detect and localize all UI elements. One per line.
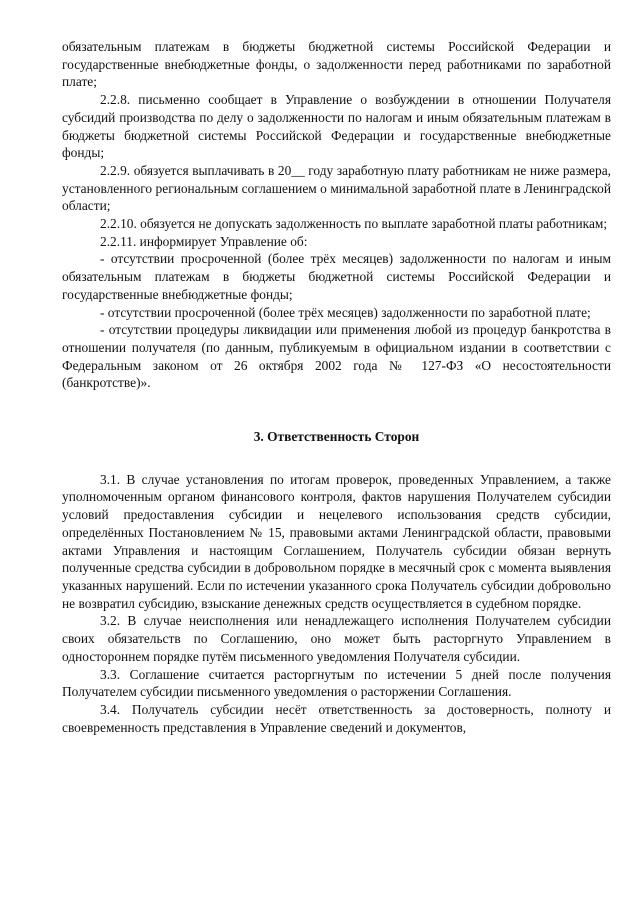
document-page [62,38,611,736]
paragraph-2-2-9: 2.2.9. обязуется выплачивать в 20__ году заработную плату работникам не ниже размера, установленного региональным соглашением о минимальной заработной плате в Ленинградской области; [62,162,611,214]
paragraph-3-1: 3.1. В случае установления по итогам проверок, проведенных Управлением, а также уполномоченным органом финансового контроля, фактов нарушения Получателем субсидии условий предоставления субсидии и нецелевого использования средств субсидии, определённых Постановлением № 15, правовыми актами Ленинградской области, правовыми актами Управления и настоящим Соглашением, Получатель субсидии обязан вернуть полученные средства субсидии в добровольном порядке в месячный срок с момента выявления указанных нарушений. Если по истечении указанного срока Получатель субсидии добровольно не возвратил субсидию, взыскание денежных средств осуществляется в судебном порядке. [62,471,611,611]
list-item-bankruptcy: - отсутствии процедуры ликвидации или применения любой из процедур банкротства в отношении получателя (по данным, публикуемым в официальном издании в соответствии с Федеральным законом от 26 октября 2002 года № 127-ФЗ «О несостоятельности (банкротстве)». [62,322,611,391]
list-item-salary-debt: - отсутствии просроченной (более трёх месяцев) задолженности по заработной плате; [100,304,591,320]
section-title: 3. Ответственность Сторон [253,429,420,445]
paragraph-2-2-8: 2.2.8. письменно сообщает в Управление о возбуждении в отношении Получателя субсидий производства по делу о задолженности по налогам и иным обязательным платежам в бюджеты бюджетной системы Российской Федерации и государственные внебюджетные фонды; [62,92,611,161]
paragraph-3-3: 3.3. Соглашение считается расторгнутым по истечении 5 дней после получения Получателем субсидии письменного уведомления о расторжении Соглашения. [62,666,611,700]
paragraph-2-2-10: 2.2.10. обязуется не допускать задолженность по выплате заработной платы работникам; [100,216,608,232]
paragraph-continuation: обязательным платежам в бюджеты бюджетной системы Российской Федерации и государственные внебюджетные фонды, о задолженности перед работниками по заработной плате; [62,39,611,90]
paragraph-2-2-11: 2.2.11. информирует Управление об: [100,233,308,249]
list-item-tax-debt: - отсутствии просроченной (более трёх месяцев) задолженности по налогам и иным обязательным платежам в бюджеты бюджетной системы Российской Федерации и государственные внебюджетные фонды; [62,251,611,302]
paragraph-3-4: 3.4. Получатель субсидии несёт ответственность за достоверность, полноту и своевременность представления в Управление сведений и документов, [62,701,611,735]
paragraph-3-2: 3.2. В случае неисполнения или ненадлежащего исполнения Получателем субсидии своих обязательств по Соглашению, оно может быть расторгнуто Управлением в одностороннем порядке путём письменного уведомления Получателя субсидии. [62,613,611,664]
